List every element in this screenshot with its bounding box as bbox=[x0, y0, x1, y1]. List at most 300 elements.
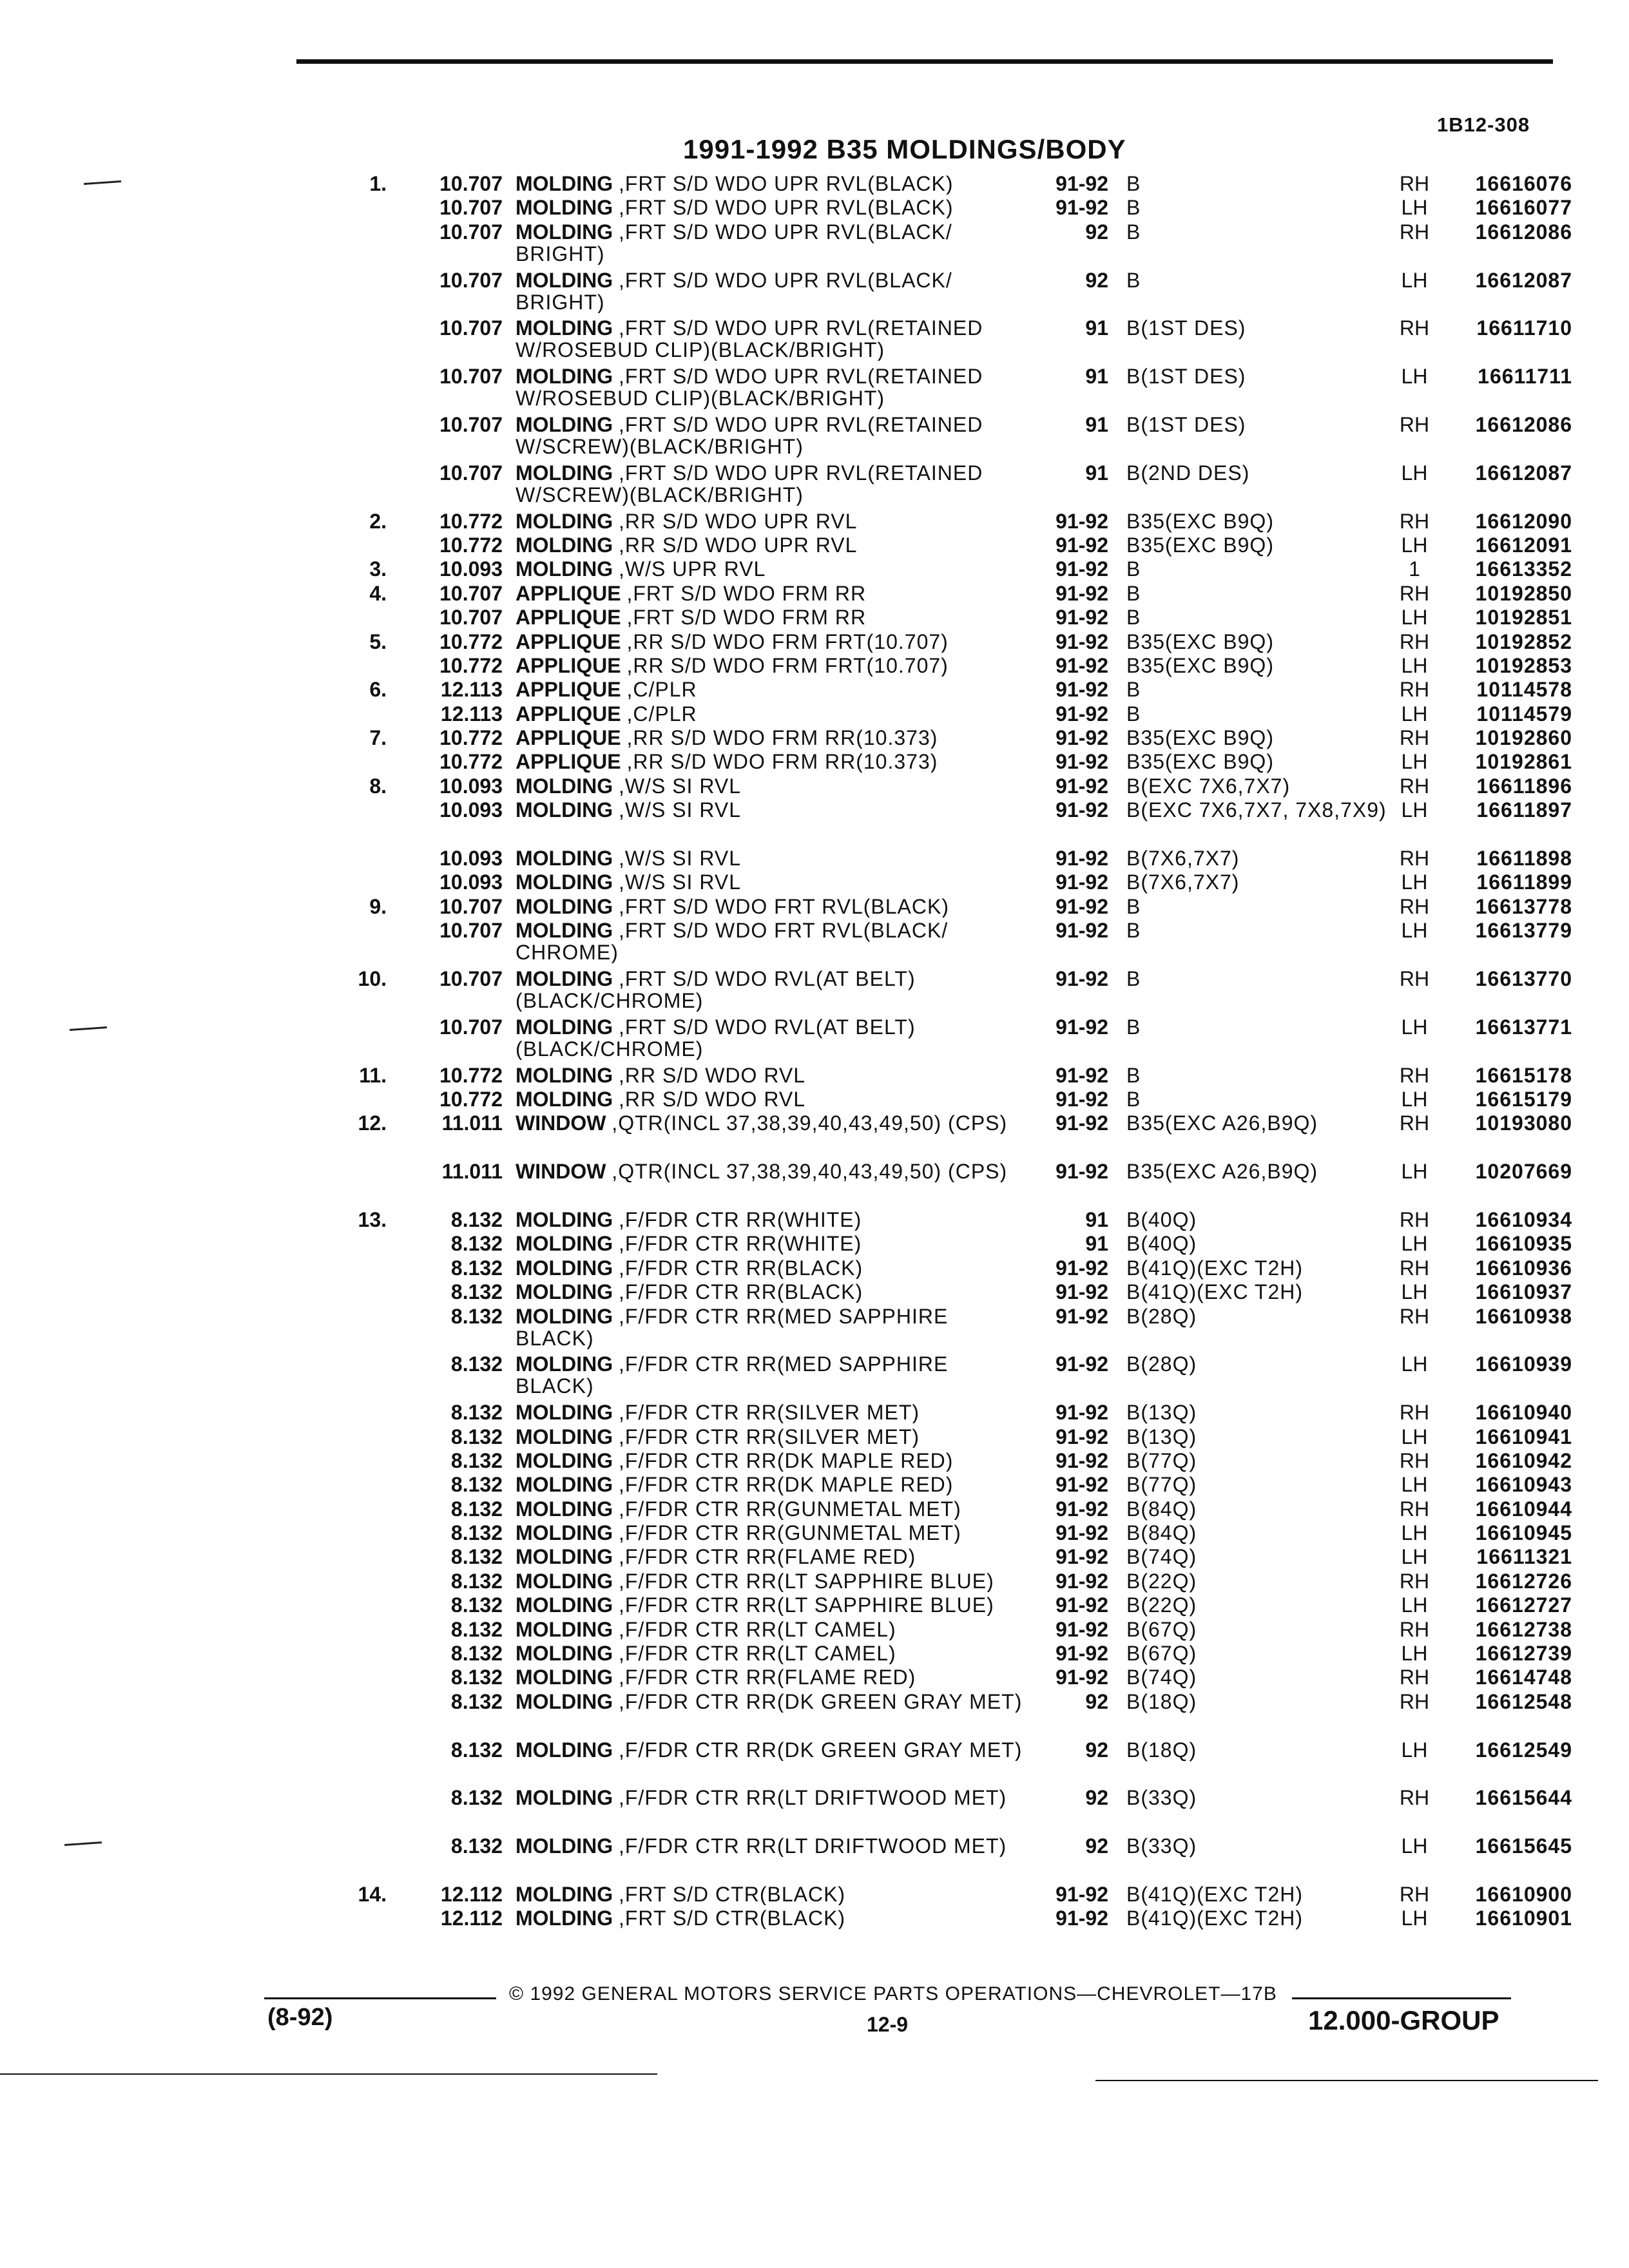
model-year: 91-92 bbox=[1055, 629, 1108, 653]
model-year: 91-92 bbox=[1055, 1015, 1108, 1039]
side-code: LH bbox=[1401, 870, 1428, 894]
model-usage: B(84Q) bbox=[1126, 1497, 1197, 1521]
group-number: 11.011 bbox=[441, 1160, 503, 1184]
side-code: RH bbox=[1399, 1256, 1430, 1280]
part-number: 16613771 bbox=[1475, 1015, 1572, 1039]
part-row bbox=[303, 1473, 1572, 1497]
group-number: 10.772 bbox=[439, 653, 503, 677]
part-description: ,F/FDR CTR RR(DK MAPLE RED) bbox=[618, 1449, 954, 1472]
model-usage: B(41Q)(EXC T2H) bbox=[1126, 1907, 1304, 1930]
model-usage: B(77Q) bbox=[1126, 1473, 1197, 1497]
part-row bbox=[303, 1448, 1572, 1474]
part-number: 16615179 bbox=[1475, 1088, 1572, 1111]
description-cell bbox=[516, 1594, 1025, 1616]
part-number: 16613770 bbox=[1475, 967, 1572, 991]
part-number: 10192850 bbox=[1475, 581, 1572, 605]
side-code: LH bbox=[1401, 533, 1428, 557]
model-usage: B(1ST DES) bbox=[1126, 412, 1246, 436]
group-number: 10.707 bbox=[439, 220, 503, 244]
part-number: 16610935 bbox=[1475, 1232, 1572, 1256]
part-number: 16610940 bbox=[1475, 1401, 1572, 1425]
part-row bbox=[303, 196, 1572, 220]
part-description: ,RR S/D WDO FRM RR(10.373) bbox=[626, 751, 938, 773]
model-usage: B(40Q) bbox=[1126, 1232, 1197, 1256]
part-row bbox=[303, 702, 1572, 727]
group-number: 8.132 bbox=[450, 1425, 503, 1448]
model-year: 91-92 bbox=[1055, 1617, 1108, 1641]
part-noun: APPLIQUE bbox=[516, 702, 621, 725]
description-cell bbox=[516, 510, 1025, 532]
part-row bbox=[303, 1545, 1572, 1570]
part-description: ,FRT S/D CTR(BLACK) bbox=[618, 1883, 846, 1906]
side-code: LH bbox=[1401, 606, 1428, 629]
model-year: 91 bbox=[1085, 461, 1108, 485]
group-number: 10.707 bbox=[439, 1015, 503, 1039]
group-number: 10.707 bbox=[439, 268, 503, 292]
description-cell bbox=[516, 197, 1025, 218]
side-code: RH bbox=[1399, 1883, 1430, 1907]
part-description: ,F/FDR CTR RR(DK MAPLE RED) bbox=[618, 1474, 954, 1496]
model-year: 91-92 bbox=[1055, 1569, 1108, 1593]
part-number: 10192860 bbox=[1475, 726, 1572, 750]
part-number: 16614748 bbox=[1475, 1666, 1572, 1689]
part-number: 16612090 bbox=[1475, 509, 1572, 533]
part-noun: MOLDING bbox=[516, 1907, 613, 1930]
model-usage: B(28Q) bbox=[1126, 1304, 1197, 1328]
part-noun: MOLDING bbox=[516, 1401, 613, 1424]
part-row bbox=[303, 172, 1572, 197]
part-number: 16610938 bbox=[1475, 1304, 1572, 1328]
side-code: RH bbox=[1399, 412, 1430, 436]
part-number: 16612087 bbox=[1475, 461, 1572, 485]
ref-number: 5. bbox=[369, 629, 387, 653]
model-usage: B bbox=[1126, 268, 1141, 292]
model-year: 91-92 bbox=[1055, 557, 1108, 581]
part-row bbox=[303, 1738, 1572, 1787]
part-description: ,FRT S/D WDO FRT RVL(BLACK) bbox=[618, 895, 949, 918]
model-usage: B(84Q) bbox=[1126, 1521, 1197, 1545]
binder-hole-mark bbox=[64, 1841, 102, 1846]
part-number: 16610901 bbox=[1475, 1907, 1572, 1930]
side-code: RH bbox=[1399, 629, 1430, 653]
footer-date: (8-92) bbox=[267, 2004, 333, 2031]
description-cell bbox=[516, 365, 1025, 409]
model-usage: B bbox=[1126, 1088, 1141, 1111]
part-number: 10192861 bbox=[1475, 750, 1572, 774]
model-usage: B bbox=[1126, 678, 1141, 702]
part-row bbox=[303, 220, 1572, 269]
side-code: RH bbox=[1399, 1497, 1430, 1521]
model-usage: B bbox=[1126, 581, 1141, 605]
model-year: 91-92 bbox=[1055, 1352, 1108, 1376]
group-number: 8.132 bbox=[450, 1545, 503, 1569]
description-cell bbox=[516, 1883, 1025, 1905]
part-number: 16611896 bbox=[1476, 774, 1572, 798]
part-row bbox=[303, 726, 1572, 751]
side-code: LH bbox=[1401, 365, 1428, 389]
group-number: 10.093 bbox=[439, 798, 503, 822]
part-noun: MOLDING bbox=[516, 968, 613, 991]
model-usage: B(13Q) bbox=[1126, 1401, 1197, 1425]
part-row bbox=[303, 750, 1572, 774]
model-usage: B bbox=[1126, 894, 1141, 918]
part-number: 16610945 bbox=[1475, 1521, 1572, 1545]
part-noun: MOLDING bbox=[516, 220, 613, 244]
description-cell bbox=[516, 1450, 1025, 1472]
side-code: LH bbox=[1401, 1015, 1428, 1039]
part-description: ,RR S/D WDO FRM FRT(10.707) bbox=[626, 654, 949, 677]
part-noun: APPLIQUE bbox=[516, 582, 621, 604]
model-usage: B35(EXC B9Q) bbox=[1126, 629, 1274, 653]
part-row bbox=[303, 1617, 1572, 1642]
part-description: ,RR S/D WDO FRM FRT(10.707) bbox=[626, 630, 949, 653]
description-cell bbox=[516, 1160, 1025, 1182]
footer-group: 12.000-GROUP bbox=[1308, 2005, 1499, 2035]
side-code: LH bbox=[1401, 1907, 1428, 1930]
part-number: 16612727 bbox=[1475, 1593, 1572, 1617]
side-code: LH bbox=[1401, 1352, 1428, 1376]
model-year: 91-92 bbox=[1055, 606, 1108, 629]
model-usage: B35(EXC B9Q) bbox=[1126, 509, 1274, 533]
side-code: RH bbox=[1399, 1304, 1430, 1328]
description-cell bbox=[516, 1209, 1025, 1231]
part-description: ,W/S SI RVL bbox=[618, 774, 741, 797]
ref-number: 12. bbox=[358, 1111, 387, 1135]
model-year: 91-92 bbox=[1055, 1256, 1108, 1280]
part-description: ,F/FDR CTR RR(LT CAMEL) bbox=[618, 1642, 896, 1665]
part-noun: MOLDING bbox=[516, 1256, 613, 1279]
description-cell bbox=[516, 655, 1025, 677]
part-noun: MOLDING bbox=[516, 1064, 613, 1086]
side-code: RH bbox=[1399, 1063, 1430, 1087]
description-cell bbox=[516, 703, 1025, 725]
model-usage: B(1ST DES) bbox=[1126, 316, 1246, 340]
part-noun: MOLDING bbox=[516, 1594, 613, 1617]
model-usage: B(74Q) bbox=[1126, 1545, 1197, 1569]
group-number: 10.093 bbox=[439, 557, 503, 581]
model-year: 91-92 bbox=[1055, 509, 1108, 533]
footer-copyright: © 1992 GENERAL MOTORS SERVICE PARTS OPERATIONS—CHEVROLET—17B bbox=[509, 1983, 1277, 2004]
part-noun: MOLDING bbox=[516, 1449, 613, 1472]
model-usage: B(77Q) bbox=[1126, 1448, 1197, 1472]
part-number: 16610934 bbox=[1475, 1207, 1572, 1231]
part-number: 16615645 bbox=[1475, 1834, 1572, 1858]
description-cell bbox=[516, 1281, 1025, 1303]
description-cell bbox=[516, 606, 1025, 628]
part-description: ,F/FDR CTR RR(DK GREEN GRAY MET) bbox=[618, 1738, 1023, 1761]
side-code: LH bbox=[1401, 750, 1428, 774]
model-usage: B(7X6,7X7) bbox=[1126, 847, 1240, 870]
model-year: 91-92 bbox=[1055, 1111, 1108, 1135]
model-year: 91-92 bbox=[1055, 1448, 1108, 1472]
model-year: 91-92 bbox=[1055, 1401, 1108, 1425]
part-row bbox=[303, 1786, 1572, 1835]
group-number: 8.132 bbox=[450, 1304, 503, 1328]
group-number: 10.772 bbox=[439, 1063, 503, 1087]
description-cell bbox=[516, 1787, 1025, 1809]
group-number: 10.707 bbox=[439, 581, 503, 605]
model-usage: B(1ST DES) bbox=[1126, 365, 1246, 389]
side-code: RH bbox=[1399, 894, 1430, 918]
model-year: 91-92 bbox=[1055, 1593, 1108, 1617]
part-description: ,FRT S/D WDO RVL(AT BELT) (BLACK/CHROME) bbox=[516, 1015, 916, 1060]
side-code: LH bbox=[1401, 798, 1428, 822]
part-row bbox=[303, 653, 1572, 678]
part-description: ,RR S/D WDO FRM RR(10.373) bbox=[626, 727, 938, 749]
model-usage: B(41Q)(EXC T2H) bbox=[1126, 1256, 1304, 1280]
part-noun: APPLIQUE bbox=[516, 654, 621, 677]
part-description: ,FRT S/D WDO UPR RVL(BLACK/ BRIGHT) bbox=[516, 220, 952, 265]
description-cell bbox=[516, 558, 1025, 580]
part-row bbox=[303, 1689, 1572, 1739]
side-code: RH bbox=[1399, 1666, 1430, 1689]
description-cell bbox=[516, 919, 1025, 963]
part-row bbox=[303, 1304, 1572, 1354]
part-row bbox=[303, 509, 1572, 534]
part-number: 10207669 bbox=[1475, 1160, 1572, 1184]
model-year: 91-92 bbox=[1055, 750, 1108, 774]
part-row bbox=[303, 557, 1572, 582]
side-code: RH bbox=[1399, 1207, 1430, 1231]
part-description: ,F/FDR CTR RR(LT DRIFTWOOD MET) bbox=[618, 1835, 1007, 1858]
description-cell bbox=[516, 1233, 1025, 1254]
model-usage: B(18Q) bbox=[1126, 1689, 1197, 1713]
part-number: 16610944 bbox=[1475, 1497, 1572, 1521]
model-year: 91-92 bbox=[1055, 1521, 1108, 1545]
model-usage: B bbox=[1126, 557, 1141, 581]
side-code: RH bbox=[1399, 847, 1430, 870]
part-number: 16612086 bbox=[1475, 412, 1572, 436]
part-description: ,F/FDR CTR RR(FLAME RED) bbox=[618, 1666, 916, 1689]
part-row bbox=[303, 1232, 1572, 1256]
part-noun: MOLDING bbox=[516, 919, 613, 943]
part-row bbox=[303, 1401, 1572, 1425]
side-code: LH bbox=[1401, 1280, 1428, 1304]
part-description: ,F/FDR CTR RR(GUNMETAL MET) bbox=[618, 1497, 961, 1520]
group-number: 8.132 bbox=[450, 1642, 503, 1666]
side-code: LH bbox=[1401, 1473, 1428, 1497]
description-cell bbox=[516, 1257, 1025, 1279]
group-number: 10.707 bbox=[439, 967, 503, 991]
model-usage: B(22Q) bbox=[1126, 1593, 1197, 1617]
model-usage: B(40Q) bbox=[1126, 1207, 1197, 1231]
binder-hole-mark bbox=[84, 180, 121, 185]
model-usage: B(33Q) bbox=[1126, 1786, 1197, 1810]
part-description: ,F/FDR CTR RR(LT SAPPHIRE BLUE) bbox=[618, 1570, 994, 1592]
group-number: 8.132 bbox=[450, 1232, 503, 1256]
part-noun: MOLDING bbox=[516, 1835, 613, 1858]
model-year: 92 bbox=[1085, 1738, 1108, 1762]
description-cell bbox=[516, 269, 1025, 313]
footer-rule bbox=[1292, 1997, 1511, 1999]
model-usage: B bbox=[1126, 172, 1141, 195]
model-usage: B(67Q) bbox=[1126, 1642, 1197, 1666]
model-year: 91-92 bbox=[1055, 653, 1108, 677]
side-code: LH bbox=[1401, 1738, 1428, 1762]
part-number: 16613779 bbox=[1475, 919, 1572, 943]
part-row bbox=[303, 1207, 1572, 1233]
part-noun: MOLDING bbox=[516, 847, 613, 870]
group-number: 12.113 bbox=[440, 702, 503, 726]
group-number: 10.772 bbox=[439, 533, 503, 557]
part-noun: MOLDING bbox=[516, 1618, 613, 1640]
part-row bbox=[303, 606, 1572, 630]
part-number: 10114578 bbox=[1476, 678, 1572, 702]
model-year: 91-92 bbox=[1055, 1160, 1108, 1184]
part-noun: MOLDING bbox=[516, 1353, 613, 1376]
model-usage: B(7X6,7X7) bbox=[1126, 870, 1240, 894]
ref-number: 13. bbox=[358, 1207, 387, 1231]
model-usage: B35(EXC B9Q) bbox=[1126, 653, 1274, 677]
group-number: 8.132 bbox=[450, 1256, 503, 1280]
part-row bbox=[303, 1834, 1572, 1883]
description-cell bbox=[516, 1498, 1025, 1520]
part-number: 16610900 bbox=[1475, 1883, 1572, 1907]
part-noun: MOLDING bbox=[516, 413, 613, 436]
description-cell bbox=[516, 1570, 1025, 1592]
description-cell bbox=[516, 631, 1025, 653]
part-row bbox=[303, 629, 1572, 655]
part-noun: MOLDING bbox=[516, 317, 613, 340]
part-row bbox=[303, 1907, 1572, 1931]
side-code: LH bbox=[1401, 702, 1428, 726]
description-cell bbox=[516, 727, 1025, 749]
side-code: LH bbox=[1401, 1834, 1428, 1858]
model-usage: B(13Q) bbox=[1126, 1425, 1197, 1448]
part-row bbox=[303, 1642, 1572, 1666]
model-year: 92 bbox=[1085, 1689, 1108, 1713]
part-number: 10192852 bbox=[1475, 629, 1572, 653]
ref-number: 10. bbox=[358, 967, 387, 991]
model-year: 91-92 bbox=[1055, 1497, 1108, 1521]
part-number: 16612087 bbox=[1475, 268, 1572, 292]
part-noun: MOLDING bbox=[516, 1088, 613, 1110]
ref-number: 14. bbox=[358, 1883, 387, 1907]
model-usage: B bbox=[1126, 606, 1141, 629]
group-number: 10.772 bbox=[439, 1088, 503, 1111]
part-row bbox=[303, 1352, 1572, 1401]
part-noun: APPLIQUE bbox=[516, 751, 621, 773]
part-noun: MOLDING bbox=[516, 871, 613, 894]
part-row bbox=[303, 1666, 1572, 1690]
part-description: ,F/FDR CTR RR(LT CAMEL) bbox=[618, 1618, 896, 1640]
model-year: 91-92 bbox=[1055, 702, 1108, 726]
part-description: ,F/FDR CTR RR(WHITE) bbox=[618, 1208, 862, 1231]
part-row bbox=[303, 1280, 1572, 1305]
model-usage: B bbox=[1126, 1015, 1141, 1039]
part-number: 16610941 bbox=[1475, 1425, 1572, 1448]
part-noun: MOLDING bbox=[516, 1497, 613, 1520]
group-number: 8.132 bbox=[450, 1497, 503, 1521]
side-code: RH bbox=[1399, 1401, 1430, 1425]
part-number: 16612738 bbox=[1475, 1617, 1572, 1641]
group-number: 10.093 bbox=[439, 774, 503, 798]
part-noun: MOLDING bbox=[516, 1015, 613, 1039]
part-number: 16612549 bbox=[1475, 1738, 1572, 1762]
model-year: 91-92 bbox=[1055, 196, 1108, 220]
model-year: 91-92 bbox=[1055, 798, 1108, 822]
part-row bbox=[303, 533, 1572, 558]
description-cell bbox=[516, 847, 1025, 869]
part-number: 16615178 bbox=[1475, 1063, 1572, 1087]
part-description: ,F/FDR CTR RR(BLACK) bbox=[618, 1281, 863, 1303]
part-number: 16612739 bbox=[1475, 1642, 1572, 1666]
side-code: LH bbox=[1401, 1593, 1428, 1617]
part-number: 16611897 bbox=[1476, 798, 1572, 822]
part-description: ,C/PLR bbox=[626, 702, 697, 725]
model-usage: B bbox=[1126, 967, 1141, 991]
part-row bbox=[303, 1111, 1572, 1160]
part-noun: MOLDING bbox=[516, 1666, 613, 1689]
part-number: 16613778 bbox=[1475, 894, 1572, 918]
part-number: 10192851 bbox=[1475, 606, 1572, 629]
model-year: 92 bbox=[1085, 1786, 1108, 1810]
part-number: 16616076 bbox=[1475, 172, 1572, 195]
ref-number: 6. bbox=[369, 678, 387, 702]
group-number: 10.772 bbox=[439, 629, 503, 653]
model-usage: B35(EXC B9Q) bbox=[1126, 726, 1274, 750]
side-code: RH bbox=[1399, 581, 1430, 605]
part-number: 10192853 bbox=[1475, 653, 1572, 677]
part-noun: MOLDING bbox=[516, 1474, 613, 1496]
description-cell bbox=[516, 1474, 1025, 1495]
model-usage: B(74Q) bbox=[1126, 1666, 1197, 1689]
part-description: ,FRT S/D WDO UPR RVL(BLACK) bbox=[618, 173, 954, 195]
description-cell bbox=[516, 462, 1025, 506]
group-number: 10.707 bbox=[439, 894, 503, 918]
group-number: 8.132 bbox=[450, 1473, 503, 1497]
part-row bbox=[303, 268, 1572, 318]
model-year: 91-92 bbox=[1055, 1907, 1108, 1930]
description-cell bbox=[516, 1088, 1025, 1110]
model-year: 91-92 bbox=[1055, 847, 1108, 870]
side-code: LH bbox=[1401, 1088, 1428, 1111]
ref-number: 2. bbox=[369, 509, 387, 533]
part-noun: MOLDING bbox=[516, 365, 613, 389]
part-noun: MOLDING bbox=[516, 1738, 613, 1761]
part-description: ,F/FDR CTR RR(LT SAPPHIRE BLUE) bbox=[618, 1594, 994, 1617]
description-cell bbox=[516, 871, 1025, 893]
part-noun: MOLDING bbox=[516, 1233, 613, 1255]
group-number: 8.132 bbox=[450, 1448, 503, 1472]
part-row bbox=[303, 461, 1572, 510]
part-description: ,F/FDR CTR RR(GUNMETAL MET) bbox=[618, 1522, 961, 1544]
side-code: LH bbox=[1401, 653, 1428, 677]
top-rule bbox=[296, 59, 1553, 64]
part-row bbox=[303, 847, 1572, 871]
part-noun: MOLDING bbox=[516, 461, 613, 485]
side-code: RH bbox=[1399, 220, 1430, 244]
ref-number: 1. bbox=[369, 172, 387, 195]
group-number: 8.132 bbox=[450, 1521, 503, 1545]
side-code: LH bbox=[1401, 461, 1428, 485]
description-cell bbox=[516, 1691, 1025, 1713]
part-noun: MOLDING bbox=[516, 1883, 613, 1906]
side-code: RH bbox=[1399, 172, 1430, 195]
part-noun: WINDOW bbox=[516, 1160, 606, 1183]
part-number: 16611710 bbox=[1476, 316, 1572, 340]
part-description: ,FRT S/D WDO UPR RVL(RETAINED W/SCREW)(BLACK/BRIGHT) bbox=[516, 413, 983, 457]
part-description: ,FRT S/D WDO UPR RVL(BLACK) bbox=[618, 197, 954, 219]
ref-number: 3. bbox=[369, 557, 387, 581]
part-description: ,FRT S/D WDO RVL(AT BELT) (BLACK/CHROME) bbox=[516, 968, 916, 1012]
sheet-code: 1B12-308 bbox=[1437, 113, 1530, 136]
part-number: 16610939 bbox=[1475, 1352, 1572, 1376]
description-cell bbox=[516, 221, 1025, 265]
part-row bbox=[303, 1088, 1572, 1112]
part-row bbox=[303, 774, 1572, 799]
part-description: ,W/S UPR RVL bbox=[618, 558, 766, 581]
